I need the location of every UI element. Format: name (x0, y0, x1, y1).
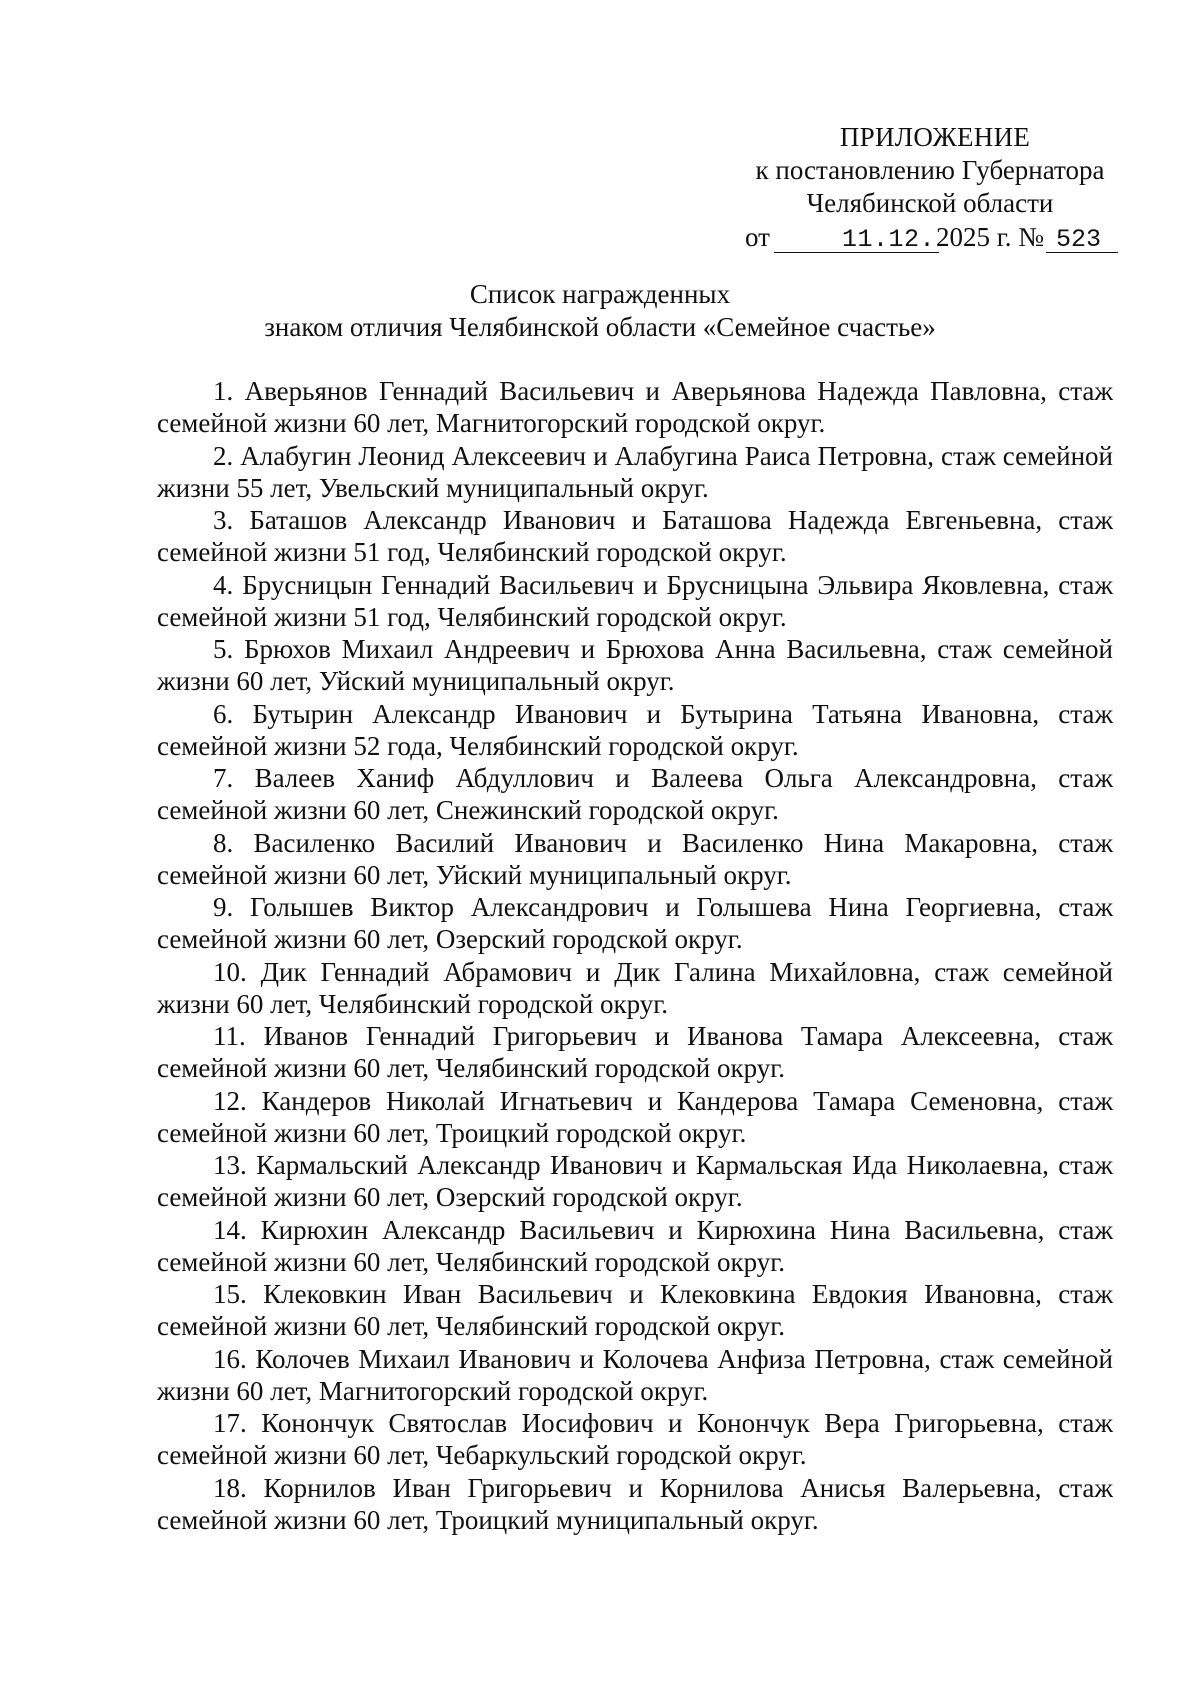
item-text: Василенко Василий Иванович и Василенко Нина Макаровна, стаж семейной жизни 60 лет, Уйский муниципальный округ. (157, 827, 1113, 890)
item-number: 11. (213, 1021, 246, 1051)
item-number: 16. (213, 1343, 247, 1374)
list-item (157, 633, 1113, 698)
item-text: Иванов Геннадий Григорьевич и Иванова Тамара Алексеевна, стаж семейной жизни 60 лет, Челябинский городской округ. (157, 1021, 1113, 1083)
item-number: 1. (213, 376, 234, 406)
item-number: 14. (213, 1214, 247, 1245)
list-item (157, 956, 1113, 1021)
item-text: Конончук Святослав Иосифович и Конончук Вера Григорьевна, стаж семейной жизни 60 лет, Чебаркульский городской округ. (157, 1408, 1114, 1470)
list-item (157, 827, 1113, 892)
item-number: 17. (213, 1408, 247, 1438)
date-field (774, 221, 939, 253)
appendix-line-1: к постановлению Губернатора (755, 155, 1105, 185)
list-item (157, 1278, 1113, 1343)
item-number: 13. (213, 1150, 247, 1180)
appendix-date-line (720, 221, 1140, 255)
list-item (157, 1020, 1113, 1085)
item-text: Баташов Александр Иванович и Баташова Надежда Евгеньевна, стаж семейной жизни 51 год, Челябинский городской округ. (157, 505, 1113, 567)
appendix-line-2: Челябинской области (806, 188, 1054, 218)
item-text: Кармальский Александр Иванович и Кармальская Ида Николаевна, стаж семейной жизни 60 лет, Озерский городской округ. (157, 1150, 1113, 1212)
item-text: Клековкин Иван Васильевич и Клековкина Евдокия Ивановна, стаж семейной жизни 60 лет, Челябинский городской округ. (157, 1279, 1113, 1341)
number-value: 523 (1056, 225, 1102, 254)
item-number: 12. (213, 1085, 247, 1116)
list-item (157, 762, 1113, 827)
list-item (157, 1214, 1113, 1279)
item-text: Брюхов Михаил Андреевич и Брюхова Анна Васильевна, стаж семейной жизни 60 лет, Уйский муниципальный округ. (157, 634, 1114, 696)
title-line-1: Список награжденных (469, 279, 731, 309)
item-text: Валеев Ханиф Абдуллович и Валеева Ольга Александровна, стаж семейной жизни 60 лет, Снежинский городской округ. (157, 763, 1114, 825)
list-item (157, 1472, 1113, 1537)
item-text: Дик Геннадий Абрамович и Дик Галина Михайловна, стаж семейной жизни 60 лет, Челябинский городской округ. (157, 956, 1114, 1019)
item-text: Кирюхин Александр Васильевич и Кирюхина Нина Васильевна, стаж семейной жизни 60 лет, Челябинский городской округ. (157, 1214, 1113, 1277)
item-number: 15. (213, 1279, 247, 1309)
document-title (150, 278, 1050, 344)
item-text: Кандеров Николай Игнатьевич и Кандерова Тамара Семеновна, стаж семейной жизни 60 лет, Троицкий городской округ. (157, 1085, 1114, 1148)
awardees-list (157, 375, 1113, 1536)
item-number: 10. (213, 956, 247, 987)
list-item (157, 440, 1113, 505)
list-item (157, 1343, 1113, 1408)
list-item (157, 891, 1113, 956)
item-number: 7. (213, 763, 234, 793)
item-number: 8. (213, 827, 234, 858)
item-number: 5. (213, 634, 234, 664)
item-text: Голышев Виктор Александрович и Голышева Нина Георгиевна, стаж семейной жизни 60 лет, Озерский городской округ. (157, 892, 1114, 954)
item-number: 4. (213, 569, 234, 600)
item-text: Брусницын Геннадий Васильевич и Брусницына Эльвира Яковлевна, стаж семейной жизни 51 год, Челябинский городской округ. (157, 569, 1114, 632)
title-line-2: знаком отличия Челябинской области «Семейное счастье» (264, 312, 936, 342)
item-text: Корнилов Иван Григорьевич и Корнилова Анисья Валерьевна, стаж семейной жизни 60 лет, Троицкий муниципальный округ. (157, 1472, 1114, 1535)
item-text: Аверьянов Геннадий Васильевич и Аверьянова Надежда Павловна, стаж семейной жизни 60 лет, Магнитогорский городской округ. (157, 376, 1114, 438)
appendix-heading: ПРИЛОЖЕНИЕ (839, 122, 1031, 152)
list-item (157, 1085, 1113, 1150)
list-item (157, 569, 1113, 634)
list-item (157, 1407, 1113, 1472)
list-item (157, 504, 1113, 569)
item-number: 6. (213, 698, 234, 729)
date-value: 11.12. (842, 225, 936, 254)
list-item (157, 375, 1113, 440)
list-item (157, 1149, 1113, 1214)
appendix-header (720, 121, 1140, 255)
year-label: 2025 г. № (936, 222, 1045, 252)
item-number: 2. (213, 440, 234, 471)
item-number: 3. (213, 505, 234, 535)
from-label: от (745, 222, 770, 252)
item-text: Бутырин Александр Иванович и Бутырина Татьяна Ивановна, стаж семейной жизни 52 года, Челябинский городской округ. (157, 698, 1114, 761)
item-text: Алабугин Леонид Алексеевич и Алабугина Раиса Петровна, стаж семейной жизни 55 лет, Увельский муниципальный округ. (157, 440, 1114, 503)
item-text: Колочев Михаил Иванович и Колочева Анфиза Петровна, стаж семейной жизни 60 лет, Магнитогорский городской округ. (157, 1343, 1114, 1406)
list-item (157, 698, 1113, 763)
item-number: 9. (213, 892, 234, 922)
number-field (1046, 221, 1118, 253)
item-number: 18. (213, 1472, 247, 1503)
